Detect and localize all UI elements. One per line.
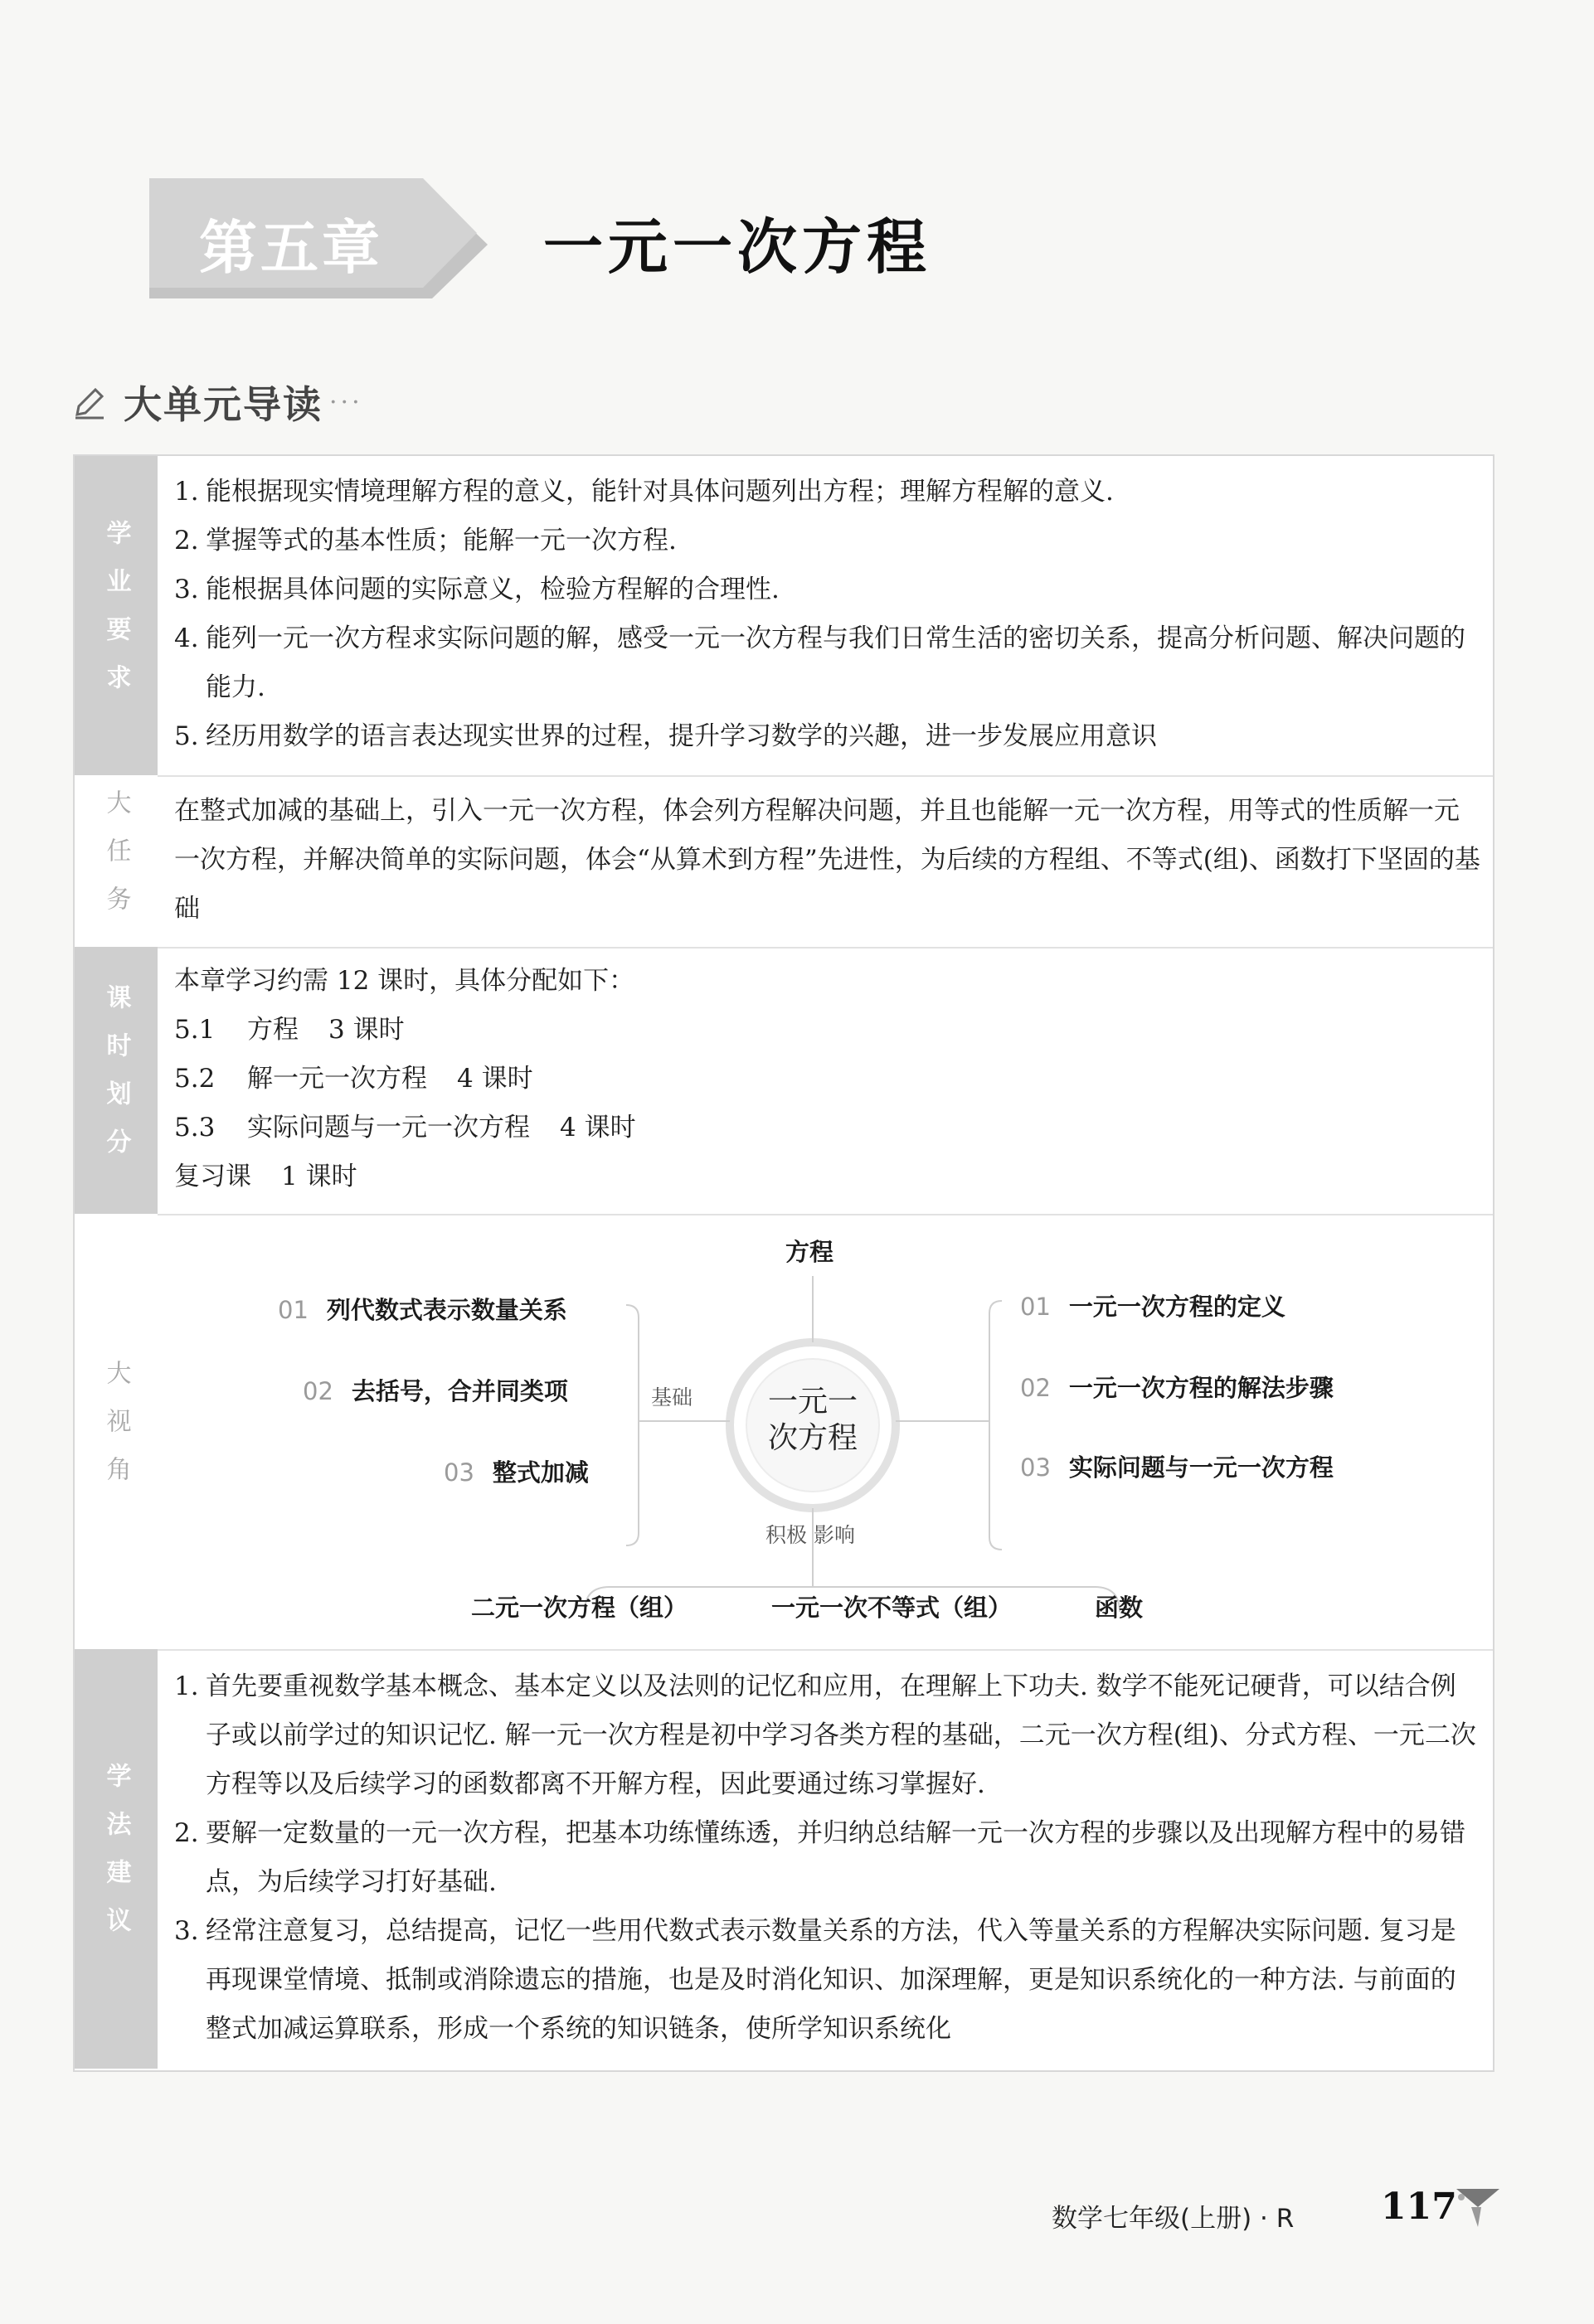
item-text: 经历用数学的语言表达现实世界的过程，提升学习数学的兴趣，进一步发展应用意识 <box>206 721 1157 751</box>
diagram-bottom-item: 二元一次方程（组） <box>471 1594 688 1622</box>
item-number: 02 <box>303 1377 333 1405</box>
row-schedule <box>75 947 1493 1215</box>
row-task <box>75 775 1493 949</box>
item-number: 4. <box>174 623 199 653</box>
item-text: 首先要重视数学基本概念、基本定义以及法则的记忆和应用，在理解上下功夫. 数学不能死记硬背，可以结合例子或以前学过的知识记忆. 解一元一次方程是初中学习各类方程的基础，二元一次方程(组)、分式方程、一元二次方程等以及后续学习的函数都离不开解方程，因此要通过练习掌握好. <box>206 1671 1476 1799</box>
row-requirements <box>75 456 1493 777</box>
item-number: 1. <box>174 477 199 507</box>
task-text: 在整式加减的基础上，引入一元一次方程，体会列方程解决问题，并且也能解一元一次方程，用等式的性质解一元一次方程，并解决简单的实际问题，体会“从算术到方程”先进性，为后续的方程组、不等式(组)、函数打下坚固的基础 <box>174 796 1480 924</box>
lesson-code: 5.2 <box>174 1064 216 1094</box>
diagram-top-node: 方程 <box>785 1238 834 1266</box>
diagram-left-item <box>444 1454 589 1488</box>
chapter-title: 一元一次方程 <box>543 212 932 282</box>
side-label-schedule <box>75 947 158 1214</box>
lesson-name: 复习课 <box>174 1162 251 1191</box>
diagram-bottom-label: 积极 影响 <box>765 1523 855 1547</box>
diagram-bottom-item: 函数 <box>1095 1594 1144 1622</box>
list-item <box>174 1907 1480 2054</box>
list-item <box>174 1055 1480 1104</box>
section-title: 大单元导读 <box>124 382 323 427</box>
lesson-code: 5.1 <box>174 1015 216 1045</box>
list-item <box>174 1006 1480 1055</box>
item-number: 03 <box>444 1458 474 1487</box>
lesson-hours: 4 课时 <box>560 1113 636 1143</box>
item-text: 要解一定数量的一元一次方程，把基本功练懂练透，并归纳总结解一元一次方程的步骤以及出现解方程中的易错点，为后续学习打好基础. <box>206 1818 1465 1897</box>
list-item <box>174 517 1480 565</box>
side-label-text: 大任务 <box>101 788 131 934</box>
list-item <box>174 1104 1480 1152</box>
diagram-center-node: 一元一次方程 <box>767 1385 858 1455</box>
lesson-hours: 4 课时 <box>457 1064 533 1094</box>
list-item <box>174 468 1480 517</box>
footer-book-title: 数学七年级(上册) · R <box>1052 2204 1295 2234</box>
item-text: 去括号，合并同类项 <box>351 1377 568 1405</box>
requirements-list <box>174 468 1480 761</box>
diagram-right-item <box>1020 1449 1334 1483</box>
lesson-name: 方程 <box>247 1015 299 1045</box>
list-item <box>174 1662 1480 1809</box>
lesson-name: 实际问题与一元一次方程 <box>247 1113 530 1143</box>
unit-guide-table <box>73 454 1494 2072</box>
list-item <box>174 614 1480 712</box>
item-number: 5. <box>174 721 199 751</box>
list-item <box>174 712 1480 761</box>
chapter-label: 第五章 <box>199 214 383 282</box>
row-advice <box>75 1649 1493 2069</box>
item-text: 经常注意复习，总结提高，记忆一些用代数式表示数量关系的方法，代入等量关系的方程解决实际问题. 复习是再现课堂情境、抵制或消除遗忘的措施，也是及时消化知识、加深理解，更是知识系统化的一种方法. 与前面的整式加减运算联系，形成一个系统的知识链条，使所学知识系统化 <box>206 1916 1456 2044</box>
diagram-left-label: 基础 <box>651 1385 693 1409</box>
side-label-advice <box>75 1649 158 2069</box>
item-text: 能根据具体问题的实际意义，检验方程解的合理性. <box>206 575 780 604</box>
item-number: 2. <box>174 526 199 556</box>
item-number: 03 <box>1020 1453 1051 1482</box>
list-item <box>174 565 1480 614</box>
side-label-text: 大视角 <box>101 1359 131 1504</box>
diagram-bottom-item: 一元一次不等式（组） <box>771 1594 1013 1622</box>
side-label-requirements <box>75 456 158 775</box>
lesson-hours: 1 课时 <box>281 1162 357 1191</box>
concept-diagram <box>75 1214 1493 1649</box>
corner-mark-icon <box>1453 2182 1503 2232</box>
item-number: 1. <box>174 1671 199 1701</box>
item-number: 2. <box>174 1818 199 1848</box>
side-label-text: 学法建议 <box>101 1763 131 1955</box>
row-overview <box>75 1214 1493 1651</box>
advice-list <box>174 1662 1480 2054</box>
page-number: 117 <box>1381 2186 1457 2228</box>
item-text: 掌握等式的基本性质；能解一元一次方程. <box>206 526 677 556</box>
chapter-banner <box>149 178 498 298</box>
item-number: 01 <box>278 1296 309 1324</box>
diagram-right-item <box>1020 1288 1285 1322</box>
item-text: 列代数式表示数量关系 <box>326 1296 567 1324</box>
item-number: 3. <box>174 1916 199 1946</box>
item-text: 能列一元一次方程求实际问题的解，感受一元一次方程与我们日常生活的密切关系，提高分析问题、解决问题的能力. <box>206 623 1465 702</box>
pencil-icon <box>70 383 109 421</box>
schedule-list <box>174 957 1480 1201</box>
item-text: 一元一次方程的解法步骤 <box>1068 1374 1334 1402</box>
item-text: 一元一次方程的定义 <box>1068 1293 1285 1321</box>
item-text: 实际问题与一元一次方程 <box>1068 1453 1334 1482</box>
side-label-text: 课时划分 <box>101 984 131 1177</box>
list-item <box>174 1809 1480 1907</box>
item-number: 01 <box>1020 1293 1051 1321</box>
side-label-text: 学业要求 <box>101 519 131 712</box>
list-item <box>174 1152 1480 1201</box>
diagram-left-item <box>303 1373 568 1407</box>
diagram-right-item <box>1020 1370 1334 1404</box>
item-number: 3. <box>174 575 199 604</box>
section-dots: ··· <box>329 387 363 417</box>
item-text: 能根据现实情境理解方程的意义，能针对具体问题列出方程；理解方程解的意义. <box>206 477 1114 507</box>
lesson-code: 5.3 <box>174 1113 216 1143</box>
diagram-left-item <box>278 1292 567 1326</box>
section-heading <box>70 373 363 431</box>
lesson-name: 解一元一次方程 <box>247 1064 427 1094</box>
schedule-intro: 本章学习约需 12 课时，具体分配如下： <box>174 966 635 996</box>
side-label-task <box>75 775 158 947</box>
item-number: 02 <box>1020 1374 1051 1402</box>
item-text: 整式加减 <box>492 1458 589 1487</box>
lesson-hours: 3 课时 <box>328 1015 405 1045</box>
